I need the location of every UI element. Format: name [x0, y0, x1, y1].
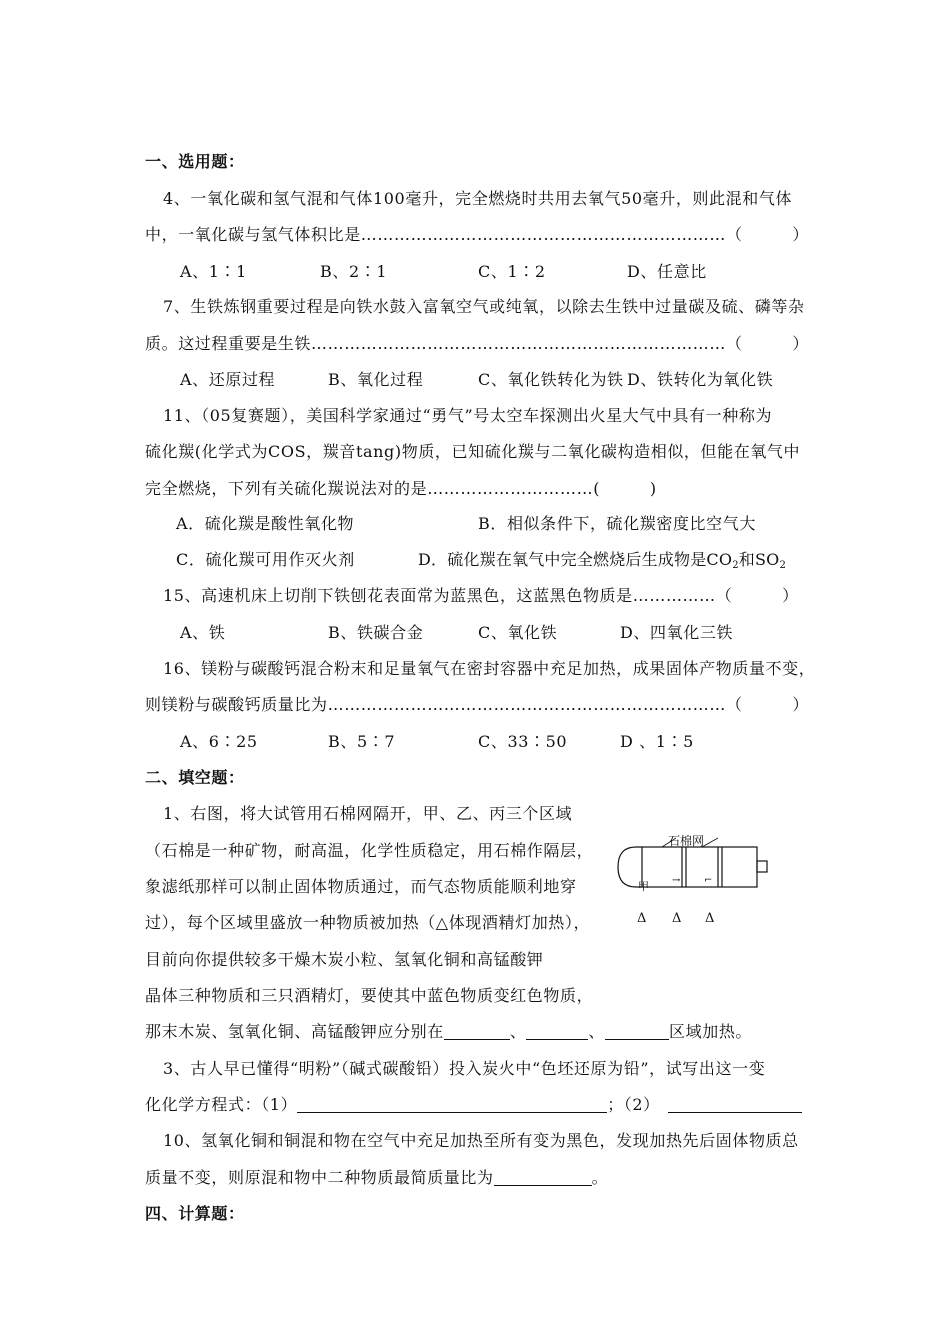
- fill-1-line-7: [145, 1022, 752, 1042]
- option-d-text: 和SO: [738, 550, 780, 569]
- option-c: C、氧化铁: [478, 623, 558, 642]
- answer-blank[interactable]: [444, 1023, 510, 1040]
- fill-3-text: ；（2）: [607, 1095, 660, 1114]
- option-a: A、铁: [180, 623, 226, 642]
- option-a: A、还原过程: [180, 370, 276, 389]
- option-c: C、33∶50: [478, 732, 568, 751]
- flame-icon: Δ: [705, 911, 715, 926]
- fill-3-text: 化化学方程式：（1）: [145, 1095, 298, 1114]
- section-heading-calculation: 四、计算题：: [145, 1204, 245, 1223]
- flame-icon: Δ: [637, 911, 647, 926]
- flame-icon: Δ: [672, 911, 682, 926]
- option-d-text: D．硫化羰在氧气中完全燃烧后生成物是CO: [418, 550, 733, 569]
- test-tube-diagram: [612, 830, 772, 935]
- option-c: C、1∶2: [478, 262, 546, 281]
- question-11-line-2: 硫化羰(化学式为COS，羰音tang)物质，已知硫化羰与二氧化碳构造相似，但能在氧气中: [145, 442, 801, 461]
- option-a: A、6∶25: [180, 732, 258, 751]
- fill-1-line-5: 目前向你提供较多干燥木炭小粒、氢氧化铜和高锰酸钾: [145, 950, 544, 969]
- fill-10-text: 。: [591, 1168, 609, 1187]
- answer-blank[interactable]: [605, 1023, 669, 1040]
- option-b: B、2∶1: [320, 262, 388, 281]
- question-16-line-1: 16、镁粉与碳酸钙混合粉末和足量氧气在密封容器中充足加热，成果固体产物质量不变，: [163, 659, 816, 678]
- option-b: B、铁碳合金: [328, 623, 424, 642]
- asbestos-net-label: 石棉网: [668, 834, 705, 848]
- fill-1-text: 区域加热。: [669, 1022, 753, 1041]
- question-16-options: [180, 732, 780, 752]
- fill-1-line-2: （石棉是一种矿物，耐高温，化学性质稳定，用石棉作隔层，: [145, 841, 594, 860]
- option-a: A、1∶1: [180, 262, 247, 281]
- fill-3-line-1: 3、古人早已懂得“明粉”（碱式碳酸铅）投入炭火中“色坯还原为铅”，试写出这一变: [163, 1059, 766, 1078]
- question-11-line-3: 完全燃烧，下列有关硫化羰说法对的是…………………………( ): [145, 479, 657, 498]
- question-11-line-1: 11、（05复赛题），美国科学家通过“勇气”号太空车探测出火星大气中具有一种称为: [163, 406, 773, 425]
- answer-blank[interactable]: [494, 1169, 592, 1186]
- option-b: B、氧化过程: [328, 370, 424, 389]
- question-7-options: [180, 370, 790, 390]
- question-15-line-1: 15、高速机床上切削下铁刨花表面常为蓝黑色，这蓝黑色物质是……………（ ）: [163, 586, 799, 605]
- answer-blank[interactable]: [668, 1096, 802, 1113]
- arrow-icon: ⌐: [704, 875, 713, 886]
- fill-3-line-2: [145, 1095, 802, 1115]
- separator: 、: [509, 1022, 527, 1041]
- option-d: [418, 550, 786, 570]
- fill-1-line-4: 过），每个区域里盛放一种物质被加热（△体现酒精灯加热），: [145, 913, 591, 932]
- subscript: 2: [732, 560, 739, 571]
- section-heading-fill-in: 二、填空题：: [145, 768, 245, 787]
- option-c: C．硫化羰可用作灭火剂: [176, 550, 355, 569]
- question-7-line-2: 质。这过程重要是生铁…………………………………………………………………（ ）: [145, 334, 810, 353]
- question-7-line-1: 7、生铁炼钢重要过程是向铁水鼓入富氧空气或纯氧，以除去生铁中过量碳及硫、磷等杂: [163, 297, 805, 316]
- answer-blank[interactable]: [526, 1023, 588, 1040]
- subscript: 2: [779, 560, 787, 571]
- option-c: C、氧化铁转化为铁: [478, 370, 624, 389]
- question-4-line-2: 中，一氧化碳与氢气体积比是…………………………………………………………（ ）: [145, 225, 810, 244]
- fill-1-line-3: 象滤纸那样可以制止固体物质通过，而气态物质能顺利地穿: [145, 877, 577, 896]
- option-a: A．硫化羰是酸性氧化物: [176, 514, 355, 533]
- fill-1-line-1: 1、右图，将大试管用石棉网隔开，甲、乙、丙三个区域: [163, 804, 573, 823]
- question-4-line-1: 4、一氧化碳和氢气混和气体100毫升，完全燃烧时共用去氧气50毫升，则此混和气体: [163, 189, 793, 208]
- option-d: D、铁转化为氧化铁: [627, 370, 774, 389]
- fill-10-line-2: [145, 1168, 608, 1188]
- separator: 、: [588, 1022, 606, 1041]
- option-b: B、5∶7: [328, 732, 396, 751]
- zone-label: 甲: [638, 880, 649, 893]
- option-d: D、四氧化三铁: [620, 623, 734, 642]
- fill-10-line-1: 10、氢氧化铜和铜混和物在空气中充足加热至所有变为黑色，发现加热先后固体物质总: [163, 1131, 799, 1150]
- option-d: D、任意比: [627, 262, 707, 281]
- option-d: D 、1∶5: [620, 732, 694, 751]
- option-b: B．相似条件下，硫化羰密度比空气大: [478, 514, 756, 533]
- fill-1-line-6: 晶体三种物质和三只酒精灯，要使其中蓝色物质变红色物质，: [145, 986, 594, 1005]
- question-15-options: [180, 623, 780, 643]
- fill-10-text: 质量不变，则原混和物中二种物质最简质量比为: [145, 1168, 494, 1187]
- question-4-options: [180, 262, 780, 282]
- fill-1-text: 那末木炭、氢氧化铜、高锰酸钾应分别在: [145, 1022, 444, 1041]
- section-heading-choice: 一、选用题：: [145, 152, 245, 171]
- question-16-line-2: 则镁粉与碳酸钙质量比为………………………………………………………………（ ）: [145, 695, 810, 714]
- arrow-icon: →: [672, 875, 681, 886]
- answer-blank[interactable]: [297, 1096, 607, 1113]
